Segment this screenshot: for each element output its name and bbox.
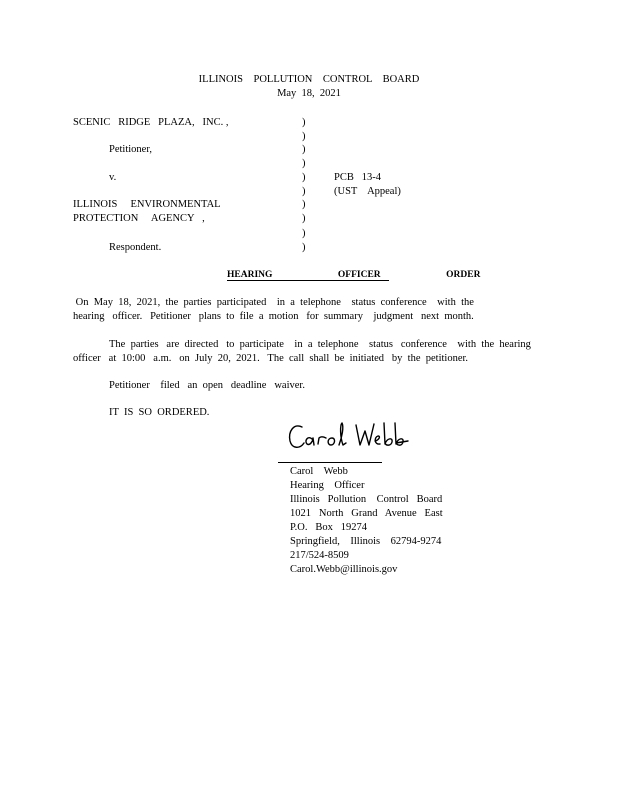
caption-paren: ) [302,186,306,197]
email-address: Carol.Webb@illinois.gov [290,564,398,575]
paragraph-1-line-1: On May 18, 2021, the parties participated in a telephone status conference with the [73,297,474,308]
address-city: Springfield, Illinois 62794-9274 [290,536,442,547]
caption-paren: ) [302,158,306,169]
respondent-name-line-1: ILLINOIS ENVIRONMENTAL [73,199,221,210]
order-title-underline [227,280,389,281]
versus-label: v. [109,172,117,183]
paragraph-2-line-2: officer at 10:00 a.m. on July 20, 2021. The call shall be initiated by the petitioner. [73,353,469,364]
petitioner-role: Petitioner, [109,144,153,155]
address-po-box: P.O. Box 19274 [290,522,368,533]
caption-paren: ) [302,228,306,239]
paragraph-1-line-2: hearing officer. Petitioner plans to file a motion for summary judgment next month. [73,311,474,322]
caption-paren: ) [302,172,306,183]
caption-paren: ) [302,117,306,128]
phone-number: 217/524-8509 [290,550,349,561]
caption-paren: ) [302,242,306,253]
signer-organization: Illinois Pollution Control Board [290,494,443,505]
agency-heading: ILLINOIS POLLUTION CONTROL BOARD [198,74,420,85]
paragraph-4: IT IS SO ORDERED. [109,407,210,418]
caption-paren: ) [302,199,306,210]
case-number: PCB 13-4 [334,172,381,183]
respondent-role: Respondent. [109,242,162,253]
petitioner-name: SCENIC RIDGE PLAZA, INC. , [73,117,229,128]
case-type: (UST Appeal) [334,186,401,197]
caption-paren: ) [302,131,306,142]
paragraph-2-line-1: The parties are directed to participate in a telephone status conference with the hearing [109,339,531,350]
respondent-name-line-2: PROTECTION AGENCY , [73,213,205,224]
handwritten-signature-image [286,419,414,455]
address-street: 1021 North Grand Avenue East [290,508,443,519]
caption-paren: ) [302,144,306,155]
signature-line [278,462,382,463]
order-date: May 18, 2021 [277,88,341,99]
signer-title: Hearing Officer [290,480,365,491]
paragraph-3: Petitioner filed an open deadline waiver. [109,380,305,391]
caption-paren: ) [302,213,306,224]
order-title: HEARING OFFICER ORDER [227,270,481,280]
signer-name: Carol Webb [290,466,348,477]
